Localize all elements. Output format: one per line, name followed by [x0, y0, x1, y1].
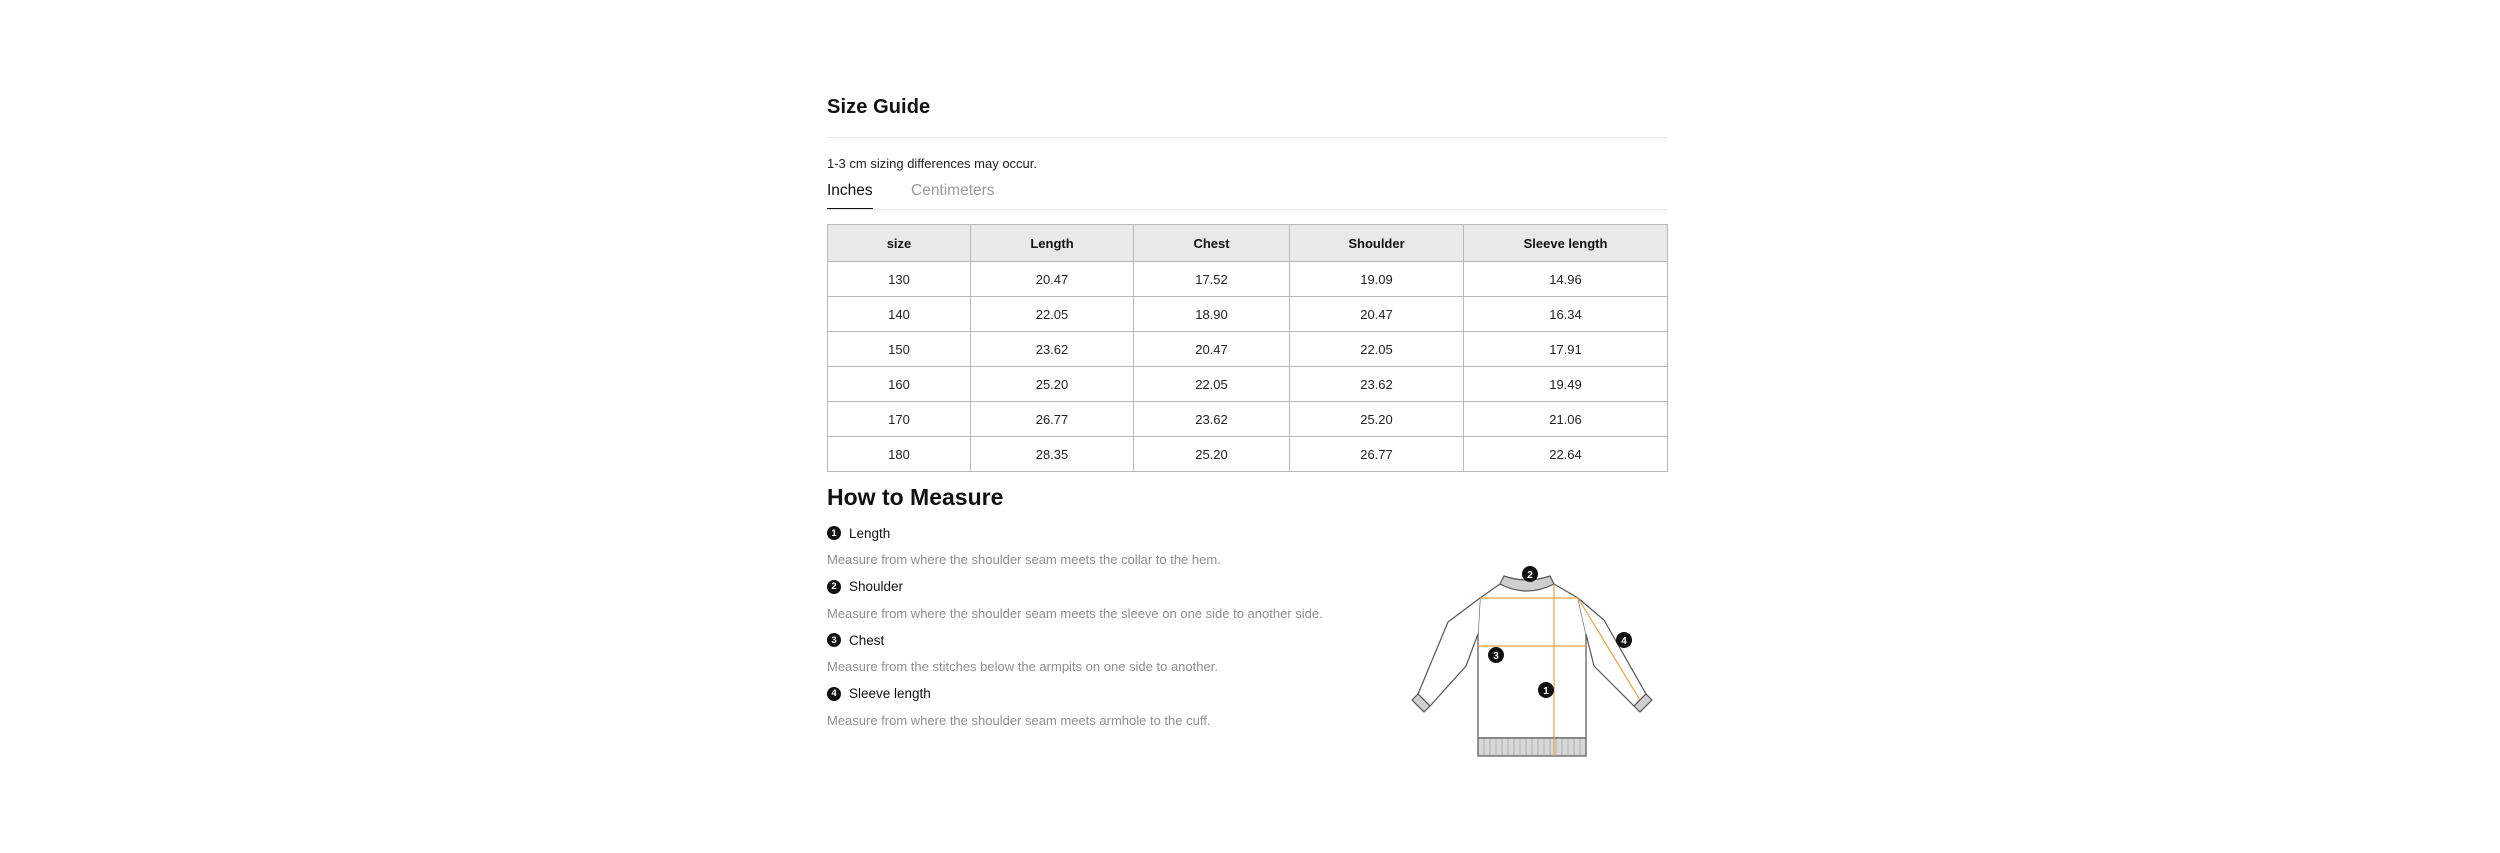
- table-cell: 16.34: [1464, 297, 1668, 332]
- table-cell: 22.05: [971, 297, 1134, 332]
- table-cell: 160: [828, 367, 971, 402]
- unit-tabs: [827, 182, 1667, 210]
- marker-label: 2: [1527, 570, 1533, 581]
- marker-label: 1: [1543, 686, 1549, 697]
- measure-list: [827, 522, 1387, 736]
- table-cell: 23.62: [1290, 367, 1464, 402]
- table-cell: 180: [828, 437, 971, 472]
- tabs-divider: [827, 209, 1667, 210]
- table-cell: 14.96: [1464, 262, 1668, 297]
- column-header: size: [828, 225, 971, 262]
- table-cell: 25.20: [1134, 437, 1290, 472]
- table-cell: 23.62: [971, 332, 1134, 367]
- sweater-outline-icon: [1412, 576, 1652, 756]
- table-cell: 23.62: [1134, 402, 1290, 437]
- marker-label: 3: [1493, 651, 1499, 662]
- table-cell: 26.77: [1290, 437, 1464, 472]
- measure-description: Measure from the stitches below the armpits on one side to another.: [827, 659, 1218, 674]
- table-cell: 22.64: [1464, 437, 1668, 472]
- number-badge-icon: 1: [827, 526, 841, 540]
- number-badge-icon: 2: [827, 580, 841, 594]
- sweater-measurement-diagram: [1390, 562, 1670, 762]
- how-to-measure-title: How to Measure: [827, 484, 1004, 510]
- measure-item-chest: [827, 629, 1387, 683]
- table-cell: 130: [828, 262, 971, 297]
- table-cell: 22.05: [1290, 332, 1464, 367]
- measure-item-length: [827, 522, 1387, 576]
- table-cell: 26.77: [971, 402, 1134, 437]
- measure-description: Measure from where the shoulder seam meets the collar to the hem.: [827, 552, 1221, 567]
- table-cell: 17.52: [1134, 262, 1290, 297]
- sizing-note: 1-3 cm sizing differences may occur.: [827, 156, 1038, 171]
- table-cell: 18.90: [1134, 297, 1290, 332]
- measure-name: Sleeve length: [849, 686, 931, 701]
- column-header: Sleeve length: [1464, 225, 1668, 262]
- table-cell: 19.09: [1290, 262, 1464, 297]
- title-divider: [827, 137, 1667, 138]
- table-cell: 19.49: [1464, 367, 1668, 402]
- marker-label: 4: [1621, 636, 1627, 647]
- table-row: [828, 262, 1668, 297]
- table-row: [828, 367, 1668, 402]
- table-cell: 150: [828, 332, 971, 367]
- number-badge-icon: 3: [827, 633, 841, 647]
- table-cell: 140: [828, 297, 971, 332]
- page-title: Size Guide: [827, 96, 931, 118]
- measure-item-shoulder: [827, 576, 1387, 630]
- column-header: Shoulder: [1290, 225, 1464, 262]
- table-row: [828, 332, 1668, 367]
- tab-inches[interactable]: Inches: [827, 182, 873, 210]
- measure-item-sleeve-length: [827, 683, 1387, 737]
- size-table: [827, 224, 1668, 472]
- table-row: [828, 437, 1668, 472]
- table-header-row: [828, 225, 1668, 262]
- measure-description: Measure from where the shoulder seam meets the sleeve on one side to another side.: [827, 605, 1323, 621]
- table-cell: 17.91: [1464, 332, 1668, 367]
- table-cell: 21.06: [1464, 402, 1668, 437]
- table-cell: 20.47: [1134, 332, 1290, 367]
- table-cell: 20.47: [1290, 297, 1464, 332]
- table-cell: 28.35: [971, 437, 1134, 472]
- table-cell: 25.20: [971, 367, 1134, 402]
- table-cell: 25.20: [1290, 402, 1464, 437]
- column-header: Chest: [1134, 225, 1290, 262]
- table-cell: 20.47: [971, 262, 1134, 297]
- column-header: Length: [971, 225, 1134, 262]
- tab-centimeters[interactable]: Centimeters: [911, 182, 995, 199]
- table-cell: 22.05: [1134, 367, 1290, 402]
- table-row: [828, 402, 1668, 437]
- measure-name: Length: [849, 525, 891, 541]
- measure-name: Shoulder: [849, 579, 904, 594]
- table-cell: 170: [828, 402, 971, 437]
- table-row: [828, 297, 1668, 332]
- number-badge-icon: 4: [827, 687, 841, 701]
- measure-name: Chest: [849, 632, 885, 648]
- measure-description: Measure from where the shoulder seam meets armhole to the cuff.: [827, 712, 1211, 728]
